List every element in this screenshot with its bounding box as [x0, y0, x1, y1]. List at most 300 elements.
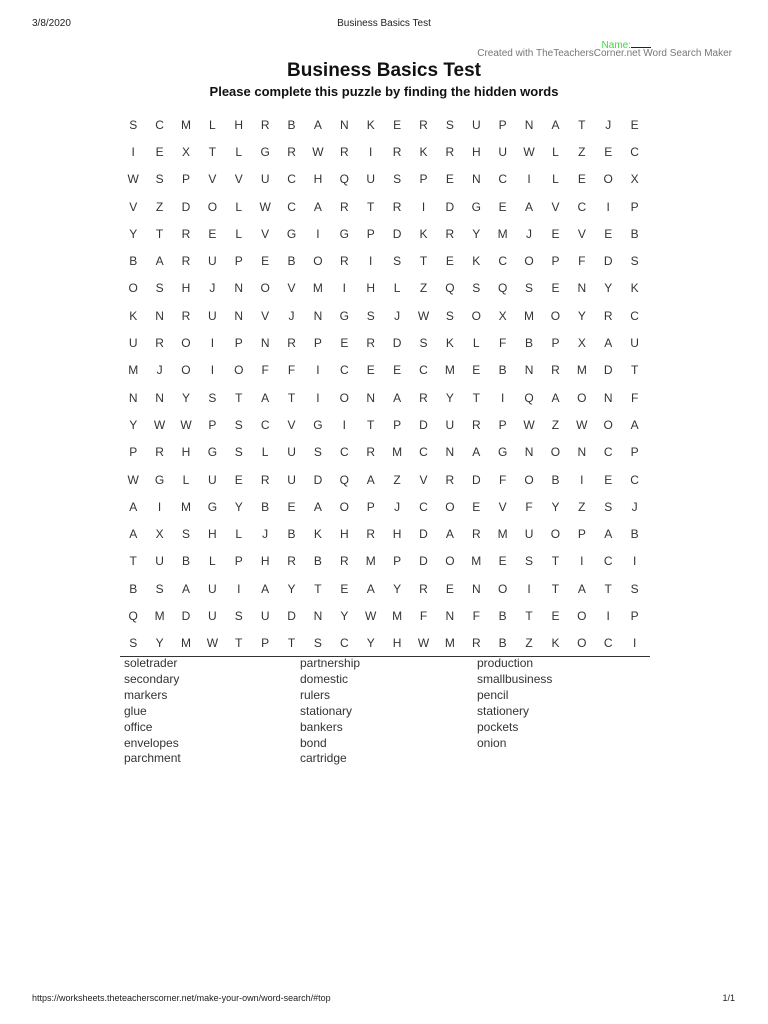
grid-letter: Y	[472, 226, 481, 241]
word-item: office	[124, 719, 153, 734]
grid-letter: U	[366, 172, 376, 187]
grid-letter: J	[631, 499, 638, 514]
grid-letter: U	[445, 417, 455, 432]
word-item: bond	[300, 735, 327, 750]
word-item: partnership	[300, 656, 361, 670]
word-item: domestic	[300, 671, 349, 686]
grid-letter: L	[261, 445, 269, 460]
grid-letter: L	[235, 226, 243, 241]
grid-letter: W	[127, 172, 139, 187]
grid-letter: B	[525, 336, 534, 351]
grid-letter: D	[471, 472, 481, 487]
grid-letter: L	[209, 554, 216, 569]
grid-letter: R	[339, 199, 349, 214]
grid-letter: U	[260, 608, 270, 623]
grid-letter: V	[287, 281, 296, 296]
grid-letter: O	[207, 199, 218, 214]
grid-letter: S	[155, 581, 164, 596]
grid-letter: P	[630, 608, 639, 623]
grid-letter: N	[155, 308, 164, 323]
grid-letter: M	[576, 363, 587, 378]
grid-letter: U	[208, 308, 217, 323]
grid-letter: O	[181, 363, 191, 378]
grid-letter: G	[154, 472, 165, 487]
grid-letter: E	[551, 226, 560, 241]
grid-letter: O	[577, 390, 587, 405]
grid-letter: C	[155, 117, 164, 132]
grid-letter: A	[261, 581, 270, 596]
grid-letter: C	[603, 636, 613, 651]
grid-letter: E	[287, 499, 296, 514]
grid-letter: Y	[577, 308, 586, 323]
grid-letter: E	[472, 363, 481, 378]
word-item: rulers	[300, 687, 331, 702]
grid-letter: L	[235, 527, 243, 542]
word-item: secondary	[124, 671, 180, 686]
grid-letter: Y	[155, 636, 164, 651]
grid-letter: M	[524, 308, 535, 323]
grid-letter: I	[580, 554, 584, 569]
grid-letter: R	[155, 445, 164, 460]
grid-letter: P	[234, 336, 243, 351]
grid-letter: E	[445, 581, 454, 596]
grid-letter: G	[260, 144, 270, 159]
grid-letter: A	[129, 527, 138, 542]
grid-letter: M	[365, 554, 376, 569]
grid-letter: C	[419, 363, 428, 378]
grid-letter: I	[500, 390, 505, 405]
grid-letter: L	[552, 172, 559, 187]
grid-letter: Q	[497, 281, 508, 296]
grid-letter: O	[550, 527, 561, 542]
grid-letter: P	[366, 226, 375, 241]
grid-letter: Y	[340, 608, 349, 623]
grid-letter: R	[445, 226, 455, 241]
grid-letter: R	[603, 308, 613, 323]
grid-letter: Z	[155, 199, 164, 214]
grid-letter: D	[181, 199, 191, 214]
grid-letter: W	[523, 417, 535, 432]
grid-letter: V	[208, 172, 217, 187]
grid-letter: Y	[287, 581, 296, 596]
grid-letter: N	[260, 336, 270, 351]
grid-letter: E	[340, 336, 349, 351]
word-list-column-3	[477, 656, 552, 751]
grid-letter: M	[444, 636, 455, 651]
grid-letter: B	[129, 581, 138, 596]
grid-letter: W	[417, 636, 430, 651]
grid-letter: V	[234, 172, 243, 187]
grid-letter: A	[472, 445, 481, 460]
word-search-grid	[120, 111, 648, 657]
grid-letter: I	[131, 144, 135, 159]
grid-letter: R	[419, 390, 428, 405]
grid-letter: C	[603, 445, 613, 460]
grid-letter: L	[552, 144, 559, 159]
grid-letter: A	[261, 390, 270, 405]
grid-letter: T	[314, 581, 322, 596]
grid-letter: W	[153, 417, 166, 432]
word-item: envelopes	[124, 735, 179, 750]
grid-letter: R	[551, 363, 560, 378]
grid-letter: F	[419, 608, 428, 623]
grid-letter: Y	[129, 226, 138, 241]
grid-letter: T	[235, 390, 243, 405]
grid-letter: L	[472, 336, 480, 351]
grid-letter: H	[260, 554, 270, 569]
grid-letter: G	[471, 199, 481, 214]
grid-letter: Z	[525, 636, 533, 651]
grid-letter: E	[472, 499, 481, 514]
grid-letter: Y	[234, 499, 243, 514]
grid-letter: R	[155, 336, 164, 351]
print-header-title: Business Basics Test	[337, 18, 431, 29]
grid-letter: C	[339, 363, 349, 378]
grid-letter: C	[339, 636, 349, 651]
page-number: 1/1	[722, 993, 735, 1003]
word-item: pencil	[477, 687, 509, 702]
grid-letter: W	[312, 144, 324, 159]
grid-row	[120, 247, 648, 274]
grid-letter: C	[287, 199, 296, 214]
grid-letter: B	[498, 608, 507, 623]
grid-letter: N	[155, 390, 164, 405]
grid-letter: C	[287, 172, 296, 187]
grid-letter: S	[208, 390, 217, 405]
grid-letter: I	[527, 172, 531, 187]
grid-letter: R	[366, 336, 376, 351]
grid-letter: S	[155, 281, 164, 296]
grid-letter: P	[630, 199, 639, 214]
grid-letter: O	[313, 254, 323, 269]
grid-letter: T	[367, 199, 375, 214]
grid-row	[120, 548, 648, 575]
grid-letter: R	[392, 144, 402, 159]
grid-letter: A	[525, 199, 534, 214]
grid-letter: P	[577, 527, 586, 542]
grid-letter: A	[604, 527, 613, 542]
grid-letter: A	[155, 254, 164, 269]
grid-letter: M	[497, 527, 508, 542]
grid-letter: N	[313, 308, 323, 323]
grid-letter: H	[392, 527, 402, 542]
grid-letter: S	[630, 254, 639, 269]
grid-row	[120, 466, 648, 493]
grid-letter: D	[419, 527, 428, 542]
grid-letter: A	[129, 499, 138, 514]
grid-letter: D	[181, 608, 191, 623]
grid-row	[120, 193, 648, 220]
grid-letter: L	[209, 117, 216, 132]
grid-letter: U	[630, 336, 639, 351]
grid-letter: L	[182, 472, 190, 487]
grid-row	[120, 602, 648, 629]
grid-letter: I	[421, 199, 426, 214]
grid-letter: P	[181, 172, 190, 187]
grid-letter: N	[313, 608, 323, 623]
grid-letter: A	[445, 527, 454, 542]
grid-letter: H	[234, 117, 244, 132]
grid-letter: T	[155, 226, 164, 241]
grid-letter: E	[551, 608, 560, 623]
grid-letter: O	[577, 608, 587, 623]
grid-letter: C	[498, 172, 507, 187]
grid-letter: E	[604, 144, 613, 159]
grid-letter: F	[498, 336, 507, 351]
grid-letter: G	[207, 445, 218, 460]
grid-row	[120, 275, 648, 302]
grid-letter: R	[445, 144, 455, 159]
grid-letter: F	[261, 363, 269, 378]
word-item: stationary	[300, 703, 353, 718]
grid-letter: G	[286, 226, 297, 241]
credit-line: Created with TheTeachersCorner.net Word Search Maker	[477, 48, 732, 59]
grid-letter: V	[287, 417, 296, 432]
grid-letter: U	[208, 472, 217, 487]
puzzle-title: Business Basics Test	[287, 60, 481, 81]
grid-letter: A	[551, 390, 560, 405]
grid-letter: C	[603, 554, 613, 569]
grid-letter: S	[181, 527, 190, 542]
grid-letter: E	[630, 117, 639, 132]
grid-letter: P	[393, 417, 402, 432]
grid-letter: P	[393, 554, 402, 569]
grid-letter: M	[180, 499, 191, 514]
grid-letter: O	[339, 390, 349, 405]
grid-letter: Z	[419, 281, 428, 296]
grid-letter: C	[630, 472, 639, 487]
grid-letter: G	[497, 445, 508, 460]
grid-letter: F	[630, 390, 639, 405]
grid-letter: K	[313, 527, 322, 542]
grid-letter: R	[339, 554, 349, 569]
grid-letter: I	[527, 581, 531, 596]
word-item: pockets	[477, 719, 519, 734]
grid-row	[120, 493, 648, 520]
grid-letter: S	[313, 445, 322, 460]
grid-letter: E	[393, 117, 402, 132]
grid-letter: Z	[578, 144, 586, 159]
grid-row	[120, 439, 648, 466]
grid-letter: U	[287, 472, 296, 487]
grid-letter: A	[393, 390, 402, 405]
grid-letter: H	[208, 527, 217, 542]
grid-letter: D	[603, 363, 613, 378]
grid-letter: Q	[445, 281, 455, 296]
grid-letter: R	[339, 144, 349, 159]
grid-letter: Y	[551, 499, 560, 514]
grid-letter: C	[419, 445, 428, 460]
word-list-column-1	[124, 656, 181, 767]
grid-letter: E	[445, 172, 454, 187]
grid-letter: M	[154, 608, 165, 623]
word-item: glue	[124, 703, 147, 718]
grid-row	[120, 520, 648, 547]
grid-letter: N	[471, 581, 481, 596]
grid-letter: E	[208, 226, 217, 241]
grid-letter: N	[524, 117, 534, 132]
grid-letter: V	[419, 472, 428, 487]
grid-letter: A	[577, 581, 586, 596]
grid-letter: T	[129, 554, 137, 569]
grid-letter: C	[577, 199, 587, 214]
grid-row	[120, 302, 648, 329]
grid-letter: R	[419, 117, 428, 132]
grid-letter: U	[208, 608, 217, 623]
grid-letter: F	[525, 499, 533, 514]
grid-letter: J	[394, 499, 401, 514]
grid-letter: O	[550, 308, 561, 323]
grid-letter: R	[181, 226, 191, 241]
word-item: cartridge	[300, 751, 347, 766]
grid-letter: B	[313, 554, 322, 569]
grid-letter: T	[208, 144, 217, 159]
grid-letter: I	[210, 336, 215, 351]
grid-letter: K	[472, 254, 481, 269]
grid-letter: O	[603, 417, 613, 432]
grid-letter: S	[525, 554, 534, 569]
grid-letter: O	[181, 336, 191, 351]
grid-letter: S	[234, 445, 243, 460]
grid-letter: I	[210, 363, 215, 378]
footer-url: https://worksheets.theteacherscorner.net/make-your-own/word-search/#top	[32, 993, 331, 1003]
grid-letter: B	[287, 117, 296, 132]
grid-letter: A	[366, 581, 375, 596]
grid-letter: N	[471, 172, 481, 187]
grid-letter: S	[234, 417, 243, 432]
grid-letter: N	[603, 390, 613, 405]
grid-letter: R	[471, 527, 481, 542]
grid-letter: J	[288, 308, 295, 323]
grid-letter: E	[498, 199, 507, 214]
grid-letter: N	[234, 281, 244, 296]
grid-letter: H	[392, 636, 402, 651]
grid-letter: B	[630, 226, 639, 241]
grid-letter: C	[630, 144, 639, 159]
grid-letter: T	[287, 636, 296, 651]
grid-letter: O	[524, 254, 534, 269]
grid-letter: T	[367, 417, 375, 432]
grid-letter: S	[393, 254, 402, 269]
grid-letter: E	[604, 226, 613, 241]
grid-letter: I	[316, 390, 320, 405]
grid-letter: R	[287, 336, 296, 351]
grid-letter: M	[444, 363, 455, 378]
grid-letter: F	[472, 608, 480, 623]
grid-letter: B	[129, 254, 138, 269]
grid-letter: S	[129, 117, 138, 132]
grid-letter: T	[551, 581, 560, 596]
grid-letter: S	[525, 281, 534, 296]
grid-letter: V	[261, 226, 270, 241]
grid-letter: C	[419, 499, 428, 514]
grid-letter: R	[471, 636, 481, 651]
name-blank-line	[631, 38, 651, 48]
grid-letter: V	[261, 308, 270, 323]
grid-letter: O	[234, 363, 244, 378]
grid-letter: K	[445, 336, 454, 351]
grid-letter: R	[339, 254, 349, 269]
grid-letter: U	[128, 336, 138, 351]
grid-letter: E	[340, 581, 349, 596]
grid-row	[120, 630, 648, 657]
print-date: 3/8/2020	[32, 18, 71, 29]
grid-letter: P	[551, 336, 560, 351]
grid-letter: O	[603, 172, 613, 187]
grid-letter: A	[366, 472, 375, 487]
grid-letter: A	[604, 336, 613, 351]
grid-letter: T	[604, 581, 612, 596]
grid-letter: C	[260, 417, 270, 432]
grid-letter: Z	[393, 472, 401, 487]
grid-letter: H	[181, 445, 191, 460]
grid-letter: O	[497, 581, 508, 596]
grid-letter: H	[339, 527, 349, 542]
grid-letter: K	[366, 117, 375, 132]
grid-letter: G	[207, 499, 218, 514]
grid-letter: O	[471, 308, 481, 323]
grid-letter: B	[287, 254, 296, 269]
grid-letter: S	[445, 117, 454, 132]
grid-row	[120, 111, 648, 138]
grid-letter: H	[471, 144, 481, 159]
grid-letter: N	[339, 117, 349, 132]
grid-letter: J	[262, 527, 269, 542]
grid-letter: B	[181, 554, 190, 569]
grid-letter: P	[551, 254, 560, 269]
grid-row	[120, 575, 648, 602]
grid-letter: E	[551, 281, 560, 296]
grid-letter: F	[498, 472, 507, 487]
grid-letter: I	[316, 226, 320, 241]
grid-letter: T	[235, 636, 243, 651]
grid-letter: B	[551, 472, 560, 487]
grid-letter: R	[366, 445, 376, 460]
grid-letter: O	[550, 445, 561, 460]
grid-letter: E	[445, 254, 454, 269]
grid-letter: E	[261, 254, 270, 269]
grid-letter: P	[234, 554, 243, 569]
grid-letter: M	[392, 445, 403, 460]
grid-letter: P	[129, 445, 138, 460]
grid-letter: C	[339, 445, 349, 460]
grid-letter: B	[630, 527, 639, 542]
grid-letter: M	[312, 281, 323, 296]
grid-letter: P	[419, 172, 428, 187]
grid-letter: T	[287, 390, 296, 405]
grid-letter: R	[392, 199, 402, 214]
grid-letter: G	[339, 308, 349, 323]
grid-letter: G	[313, 417, 323, 432]
grid-letter: D	[287, 608, 296, 623]
grid-letter: A	[630, 417, 639, 432]
grid-letter: N	[445, 608, 455, 623]
grid-letter: S	[129, 636, 138, 651]
grid-letter: S	[313, 636, 322, 651]
grid-letter: D	[419, 417, 428, 432]
grid-letter: A	[313, 499, 322, 514]
grid-letter: N	[577, 445, 587, 460]
grid-letter: X	[155, 527, 164, 542]
grid-letter: W	[206, 636, 219, 651]
grid-letter: Y	[604, 281, 613, 296]
grid-letter: P	[261, 636, 270, 651]
grid-letter: L	[393, 281, 401, 296]
grid-letter: X	[577, 336, 586, 351]
grid-letter: X	[630, 172, 639, 187]
grid-letter: S	[234, 608, 243, 623]
grid-letter: R	[287, 144, 296, 159]
